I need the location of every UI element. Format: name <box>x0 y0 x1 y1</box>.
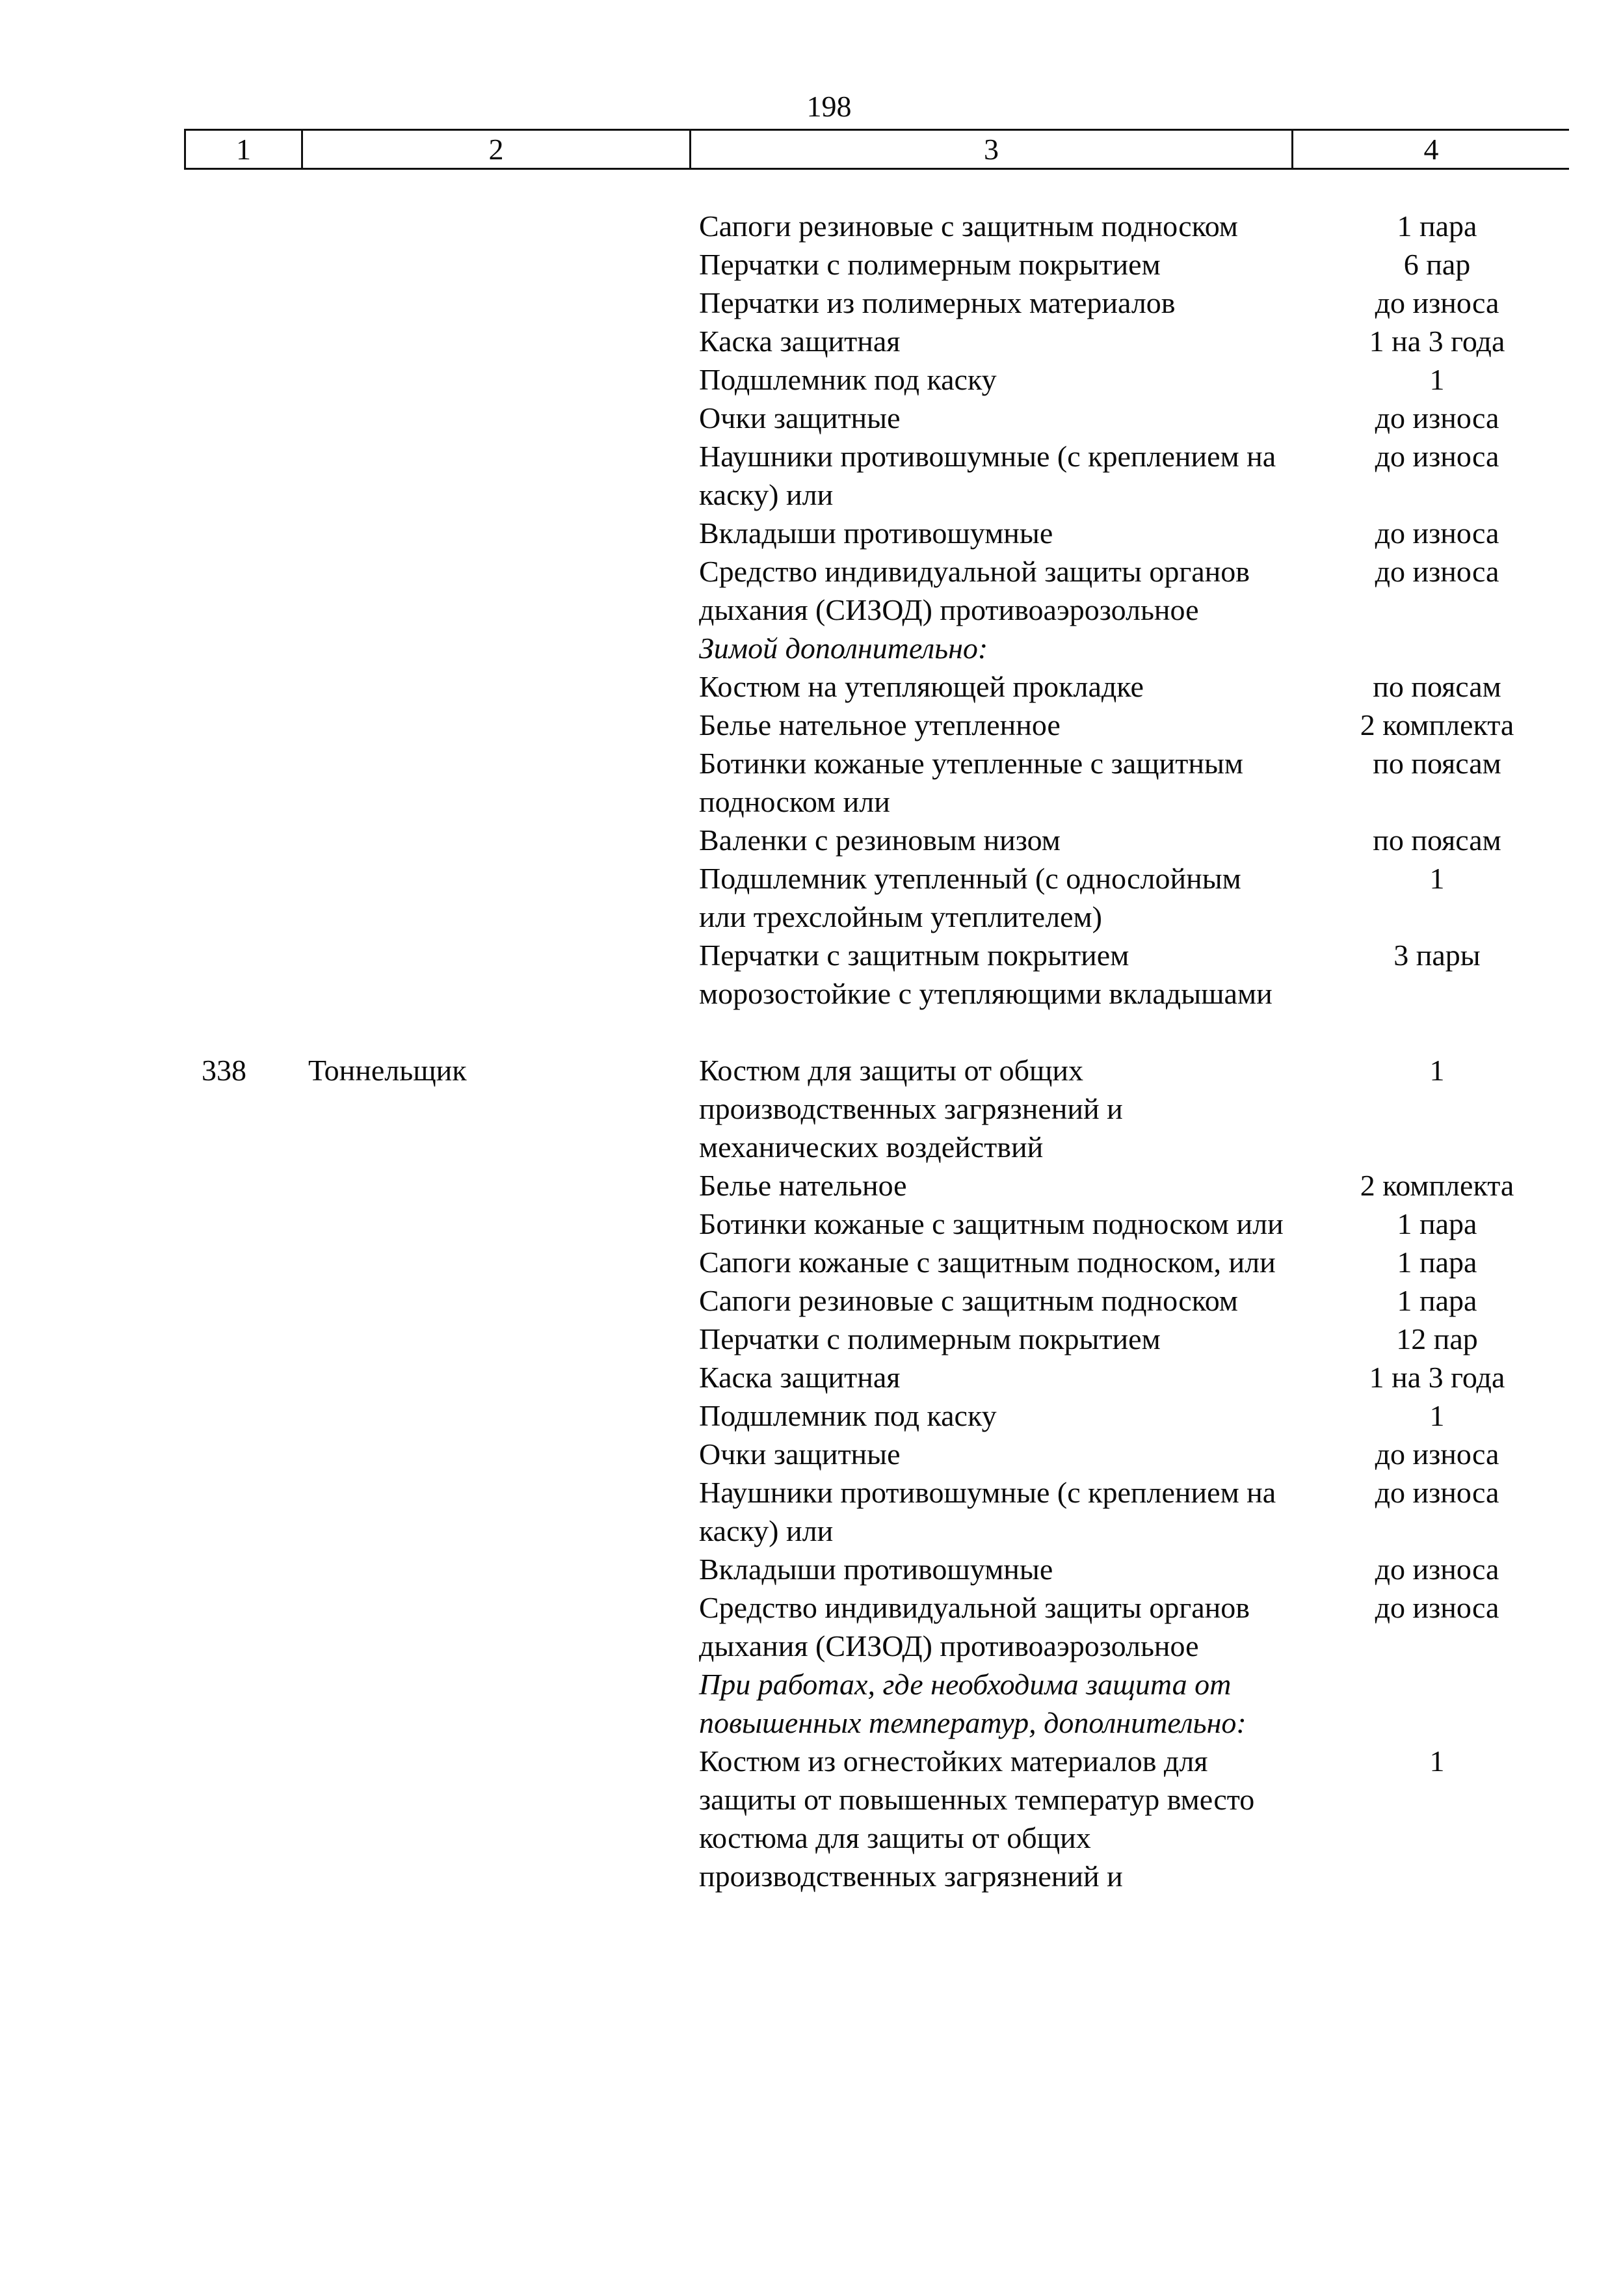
issue-norm: 1 <box>1429 363 1445 396</box>
table-row <box>0 399 1623 437</box>
ppe-item: Наушники противошумные (с креплением на каску) или <box>699 440 1276 511</box>
table-body <box>0 207 1623 1895</box>
ppe-item: Очки защитные <box>699 401 901 434</box>
table-row <box>0 1550 1623 1588</box>
table-row <box>0 1243 1623 1281</box>
page-number: 198 <box>806 90 852 123</box>
table-row <box>0 1665 1623 1742</box>
header-col-4: 4 <box>1423 133 1439 166</box>
table-row <box>0 1473 1623 1550</box>
ppe-item: Костюм из огнестойких материалов для защиты от повышенных температур вместо костюма для защиты от общих производственных загрязнений и <box>699 1744 1255 1893</box>
ppe-item: Перчатки с защитным покрытием морозостойкие с утепляющими вкладышами <box>699 939 1273 1010</box>
table-row <box>0 859 1623 936</box>
table-row <box>0 1205 1623 1243</box>
table-row <box>0 936 1623 1013</box>
ppe-item: Средство индивидуальной защиты органов дыхания (СИЗОД) противоаэрозольное <box>699 1591 1250 1662</box>
issue-norm: до износа <box>1375 516 1499 550</box>
ppe-item: Очки защитные <box>699 1437 901 1471</box>
table-row <box>0 1358 1623 1396</box>
issue-norm: до износа <box>1375 286 1499 319</box>
profession-name: Тоннельщик <box>308 1054 467 1087</box>
issue-norm: до износа <box>1375 440 1499 473</box>
table-row <box>0 284 1623 322</box>
ppe-item: Подшлемник утепленный (с однослойным или трехслойным утеплителем) <box>699 862 1241 933</box>
issue-norm: до износа <box>1375 1437 1499 1471</box>
ppe-item: Зимой дополнительно: <box>699 632 988 665</box>
ppe-item: Перчатки с полимерным покрытием <box>699 248 1161 281</box>
issue-norm: по поясам <box>1373 670 1501 703</box>
issue-norm: 1 на 3 года <box>1369 325 1505 358</box>
row-number: 338 <box>202 1054 246 1087</box>
ppe-item: Костюм для защиты от общих производственных загрязнений и механических воздействий <box>699 1054 1123 1164</box>
table-row <box>0 1051 1623 1166</box>
ppe-item: Средство индивидуальной защиты органов дыхания (СИЗОД) противоаэрозольное <box>699 555 1250 626</box>
issue-norm: 1 <box>1429 862 1445 895</box>
ppe-item: Белье нательное <box>699 1169 907 1202</box>
ppe-item: Сапоги кожаные с защитным подноском, или <box>699 1246 1276 1279</box>
ppe-item: Перчатки из полимерных материалов <box>699 286 1176 319</box>
issue-norm: 1 <box>1429 1744 1445 1778</box>
table-row <box>0 322 1623 360</box>
table-row <box>0 552 1623 629</box>
ppe-item: Ботинки кожаные с защитным подноском или <box>699 1207 1284 1240</box>
table-row <box>0 667 1623 706</box>
table-row <box>0 744 1623 821</box>
ppe-item: При работах, где необходима защита от повышенных температур, дополнительно: <box>699 1668 1247 1739</box>
issue-norm: 1 <box>1429 1399 1445 1432</box>
table-row <box>0 207 1623 245</box>
issue-norm: 1 пара <box>1397 1246 1477 1279</box>
issue-norm: 1 пара <box>1397 1207 1477 1240</box>
table-row <box>0 437 1623 514</box>
table-row <box>0 1396 1623 1435</box>
issue-norm: 3 пары <box>1393 939 1481 972</box>
table-row <box>0 706 1623 744</box>
issue-norm: по поясам <box>1373 823 1501 857</box>
ppe-item: Наушники противошумные (с креплением на каску) или <box>699 1476 1276 1547</box>
issue-norm: 1 пара <box>1397 209 1477 243</box>
ppe-item: Ботинки кожаные утепленные с защитным подноском или <box>699 747 1243 818</box>
ppe-item: Каска защитная <box>699 325 901 358</box>
issue-norm: 1 пара <box>1397 1284 1477 1317</box>
issue-norm: 12 пар <box>1396 1322 1478 1355</box>
table-row <box>0 1588 1623 1665</box>
header-col-1: 1 <box>186 131 303 168</box>
table-row <box>0 629 1623 667</box>
issue-norm: до износа <box>1375 1591 1499 1624</box>
issue-norm: 2 комплекта <box>1360 708 1514 741</box>
ppe-item: Вкладыши противошумные <box>699 516 1053 550</box>
table-row <box>0 1166 1623 1205</box>
issue-norm: 2 комплекта <box>1360 1169 1514 1202</box>
ppe-item: Сапоги резиновые с защитным подноском <box>699 209 1238 243</box>
issue-norm: до износа <box>1375 555 1499 588</box>
issue-norm: по поясам <box>1373 747 1501 780</box>
issue-norm: 6 пар <box>1403 248 1471 281</box>
issue-norm: до износа <box>1375 1476 1499 1509</box>
ppe-item: Перчатки с полимерным покрытием <box>699 1322 1161 1355</box>
table-header <box>184 129 1569 170</box>
ppe-item: Подшлемник под каску <box>699 363 997 396</box>
header-col-2: 2 <box>303 131 691 168</box>
table-row <box>0 245 1623 284</box>
ppe-item: Сапоги резиновые с защитным подноском <box>699 1284 1238 1317</box>
ppe-item: Каска защитная <box>699 1361 901 1394</box>
table-row <box>0 821 1623 859</box>
header-col-3: 3 <box>691 131 1293 168</box>
table-row <box>0 1435 1623 1473</box>
ppe-item: Костюм на утепляющей прокладке <box>699 670 1144 703</box>
issue-norm: до износа <box>1375 401 1499 434</box>
table-row <box>0 1281 1623 1320</box>
ppe-item: Валенки с резиновым низом <box>699 823 1061 857</box>
issue-norm: до износа <box>1375 1553 1499 1586</box>
ppe-item: Подшлемник под каску <box>699 1399 997 1432</box>
table-row <box>0 1320 1623 1358</box>
ppe-item: Вкладыши противошумные <box>699 1553 1053 1586</box>
table-row <box>0 514 1623 552</box>
ppe-item: Белье нательное утепленное <box>699 708 1061 741</box>
issue-norm: 1 на 3 года <box>1369 1361 1505 1394</box>
issue-norm: 1 <box>1429 1054 1445 1087</box>
table-row <box>0 360 1623 399</box>
table-row <box>0 1742 1623 1895</box>
